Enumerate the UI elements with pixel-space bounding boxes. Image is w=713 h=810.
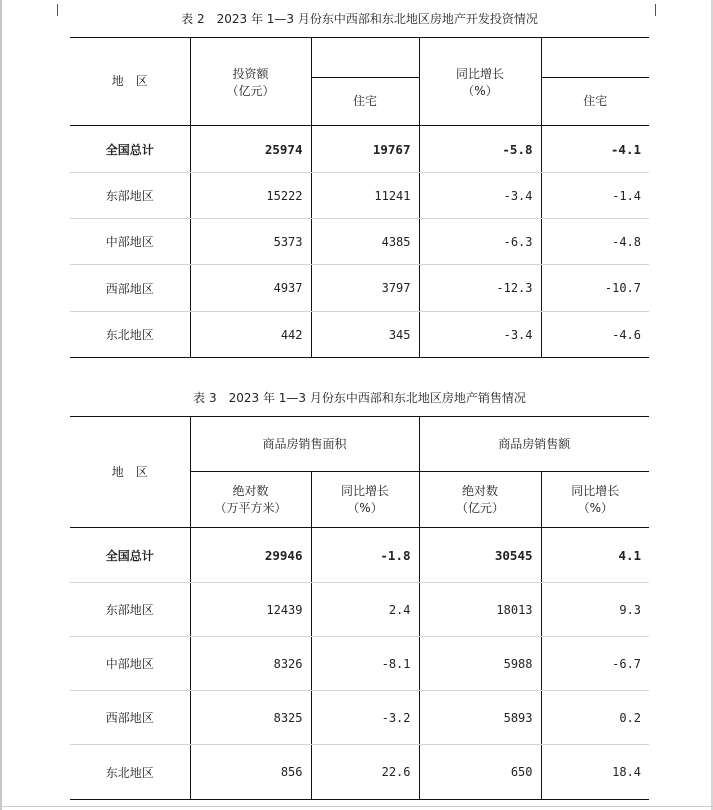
investment-unit: （亿元）: [226, 84, 275, 98]
area-yoy-value: 2.4: [311, 583, 419, 637]
yoy-residential-value: -1.4: [541, 173, 649, 219]
table3-row-west: [70, 691, 649, 745]
sales-yoy-value: 18.4: [612, 765, 642, 779]
yoy-label: 同比增长: [455, 67, 504, 81]
table3-row-northeast: [70, 745, 649, 800]
region-name: 全国总计: [70, 528, 190, 583]
area-yoy-value: 22.6: [311, 745, 419, 800]
yoy-value: -6.3: [419, 219, 541, 265]
sales-value: 5988: [419, 637, 541, 691]
area-value: 29946: [190, 528, 311, 583]
sales-yoy-header: [541, 472, 649, 528]
region-name: 东北地区: [70, 745, 190, 800]
sales-group-header: 商品房销售额: [419, 417, 649, 472]
investment-value: 4937: [190, 265, 311, 312]
table3-row-total: [70, 528, 649, 583]
area-yoy-header: [311, 472, 419, 528]
table3-row-east: [70, 583, 649, 637]
investment-header: [190, 38, 311, 126]
area-value: 856: [190, 745, 311, 800]
yoy-residential-value: -4.8: [541, 219, 649, 265]
region-name: 东部地区: [70, 173, 190, 219]
area-yoy-value: -8.1: [311, 637, 419, 691]
yoy-value: -12.3: [419, 265, 541, 312]
area-value: 12439: [190, 583, 311, 637]
area-group-header: 商品房销售面积: [190, 417, 419, 472]
investment-table: [70, 37, 649, 358]
sales-yoy-value: -6.7: [541, 637, 649, 691]
area-value: 8326: [190, 637, 311, 691]
area-yoy-label: 同比增长: [341, 483, 390, 498]
table2-row-central: [70, 219, 649, 265]
sales-yoy-value: 9.3: [541, 583, 649, 637]
residential-value: 345: [311, 312, 419, 358]
region-header: 地 区: [70, 38, 190, 126]
region-name: 中部地区: [70, 637, 190, 691]
sales-value: 18013: [419, 583, 541, 637]
investment-label: 投资额: [232, 67, 269, 81]
region-name: 全国总计: [70, 126, 190, 173]
sales-yoy-value: 0.2: [541, 691, 649, 745]
area-abs-label: 绝对数: [232, 483, 269, 498]
margin-mark-left: [57, 4, 58, 16]
yoy-subheader-spacer: [541, 38, 649, 78]
region-header: 地 区: [70, 417, 190, 528]
yoy-value: -5.8: [419, 126, 541, 173]
yoy-unit: （%）: [462, 84, 498, 98]
table3-caption: 表 3 2023 年 1—3 月份东中西部和东北地区房地产销售情况: [193, 391, 526, 405]
region-name: 东北地区: [70, 312, 190, 358]
sales-table: [70, 416, 649, 800]
sales-abs-header: [419, 472, 541, 528]
sales-value: 650: [419, 745, 541, 800]
area-yoy-value: -3.2: [311, 691, 419, 745]
region-name: 中部地区: [70, 219, 190, 265]
yoy-residential-value: -4.1: [541, 126, 649, 173]
sales-value: 30545: [419, 528, 541, 583]
investment-value: 25974: [190, 126, 311, 173]
table2-row-west: [70, 265, 649, 312]
area-yoy-unit: （%）: [347, 500, 383, 515]
residential-value: 19767: [311, 126, 419, 173]
sales-unit: （亿元）: [456, 500, 505, 515]
table2-row-east: [70, 173, 649, 219]
investment-value: 442: [190, 312, 311, 358]
table3-row-central: [70, 637, 649, 691]
residential-header: 住宅: [311, 78, 419, 126]
page-bottom-edge: [0, 806, 713, 807]
sales-yoy-label: 同比增长: [571, 483, 620, 498]
residential-value: 11241: [311, 173, 419, 219]
yoy-residential-header: 住宅: [541, 78, 649, 126]
region-name: 西部地区: [70, 265, 190, 312]
sales-value: 5893: [419, 691, 541, 745]
residential-value: 4385: [311, 219, 419, 265]
yoy-header: [419, 38, 541, 126]
table2-caption: 表 2 2023 年 1—3 月份东中西部和东北地区房地产开发投资情况: [181, 12, 538, 26]
table2-header-row-1: [70, 38, 649, 78]
margin-mark-right: [655, 4, 656, 16]
area-unit: （万平方米）: [214, 500, 287, 515]
area-abs-header: [190, 472, 311, 528]
residential-value: 3797: [311, 265, 419, 312]
yoy-value: -3.4: [419, 173, 541, 219]
sales-yoy-unit: （%）: [577, 500, 613, 515]
page-left-edge: [0, 0, 2, 810]
sales-abs-label: 绝对数: [462, 483, 499, 498]
table3-header-row-1: [70, 417, 649, 472]
yoy-value: -3.4: [419, 312, 541, 358]
area-value: 8325: [190, 691, 311, 745]
yoy-residential-value: -4.6: [612, 327, 641, 342]
investment-value: 15222: [190, 173, 311, 219]
investment-value: 5373: [190, 219, 311, 265]
table2-row-total: [70, 126, 649, 173]
region-name: 西部地区: [70, 691, 190, 745]
yoy-residential-value: -10.7: [541, 265, 649, 312]
sales-yoy-value: 4.1: [541, 528, 649, 583]
table2-row-northeast: [70, 312, 649, 358]
investment-subheader-spacer: [311, 38, 419, 78]
area-yoy-value: -1.8: [311, 528, 419, 583]
region-name: 东部地区: [70, 583, 190, 637]
